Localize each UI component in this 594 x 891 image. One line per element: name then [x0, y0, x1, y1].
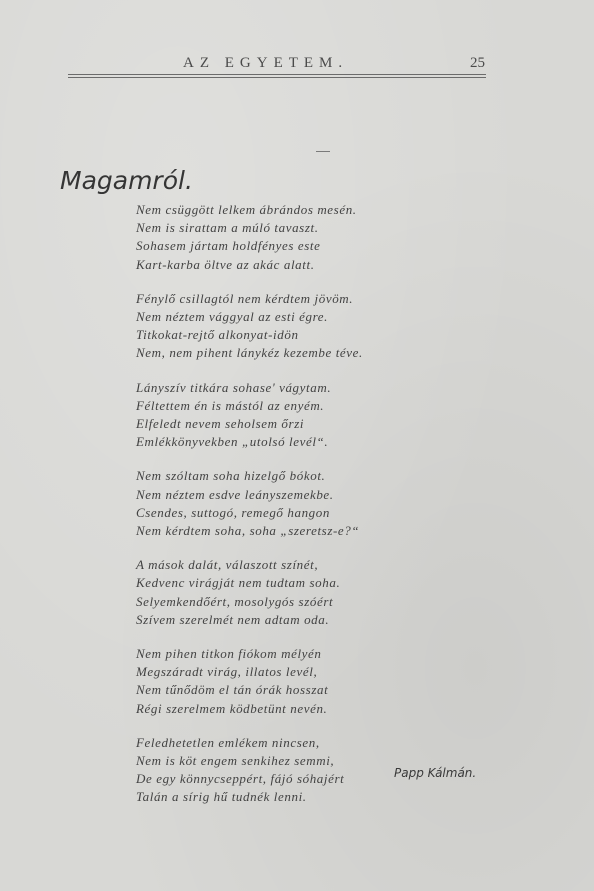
poem-line: Nem is köt engem senkihez semmi, [136, 753, 335, 769]
poem-line: Kart-karba öltve az akác alatt. [136, 256, 315, 272]
poem-line: Talán a sírig hű tudnék lenni. [136, 789, 307, 805]
poem-line: Nem, nem pihent lánykéz kezembe téve. [136, 345, 363, 361]
ornament-dash [316, 151, 330, 152]
poem-line: Emlékkönyvekben „utolsó levél“. [136, 434, 329, 450]
header-rule-bottom [68, 77, 486, 78]
poem-title: Magamról. [60, 166, 193, 195]
running-head [0, 52, 594, 76]
stanza-4 [136, 467, 436, 540]
poem-line: Szívem szerelmét nem adtam oda. [136, 611, 330, 627]
poem-line: Sohasem jártam holdfényes este [136, 238, 321, 254]
author-signature: Papp Kálmán. [394, 766, 477, 780]
poem-line: Nem néztem esdve leányszemekbe. [136, 486, 334, 502]
poem-line: Titkokat-rejtő alkonyat-idön [136, 327, 299, 343]
stanza-1 [136, 201, 436, 274]
poem-line: A mások dalát, válaszott színét, [136, 557, 319, 573]
poem-line: Megszáradt virág, illatos levél, [136, 664, 318, 680]
stanza-3 [136, 379, 436, 452]
poem-line: Nem tűnődöm el tán órák hosszat [136, 682, 329, 698]
stanza-5 [136, 556, 436, 629]
poem-line: Csendes, suttogó, remegő hangon [136, 504, 330, 520]
poem-line: Fénylő csillagtól nem kérdtem jövöm. [136, 290, 354, 306]
poem-line: Régi szerelmem ködbetünt nevén. [136, 700, 328, 716]
stanza-2 [136, 290, 436, 363]
poem-line: Nem csüggött lelkem ábrándos mesén. [136, 202, 357, 217]
poem-line: Nem néztem vággyal az esti égre. [136, 309, 329, 325]
running-title: AZ EGYETEM. [183, 55, 349, 71]
poem-line: Féltettem én is mástól az enyém. [136, 397, 325, 413]
poem-line: Nem pihen titkon fiókom mélyén [136, 646, 322, 662]
poem-line: Selyemkendőért, mosolygós szóért [136, 593, 334, 609]
poem-line: Kedvenc virágját nem tudtam soha. [136, 575, 341, 591]
poem-line: Nem szóltam soha hizelgő bókot. [136, 468, 326, 484]
poem-body [136, 201, 436, 823]
poem-line: Elfeledt nevem seholsem őrzi [136, 416, 305, 432]
page-number: 25 [470, 55, 485, 71]
stanza-7 [136, 734, 436, 807]
poem-line: Nem kérdtem soha, soha „szeretsz-e?“ [136, 523, 360, 539]
stanza-6 [136, 645, 436, 718]
poem-line: Feledhetetlen emlékem nincsen, [136, 734, 320, 750]
poem-line: Nem is sirattam a múló tavaszt. [136, 220, 319, 236]
header-rule-top [68, 74, 486, 75]
poem-line: Lányszív titkára sohase' vágytam. [136, 379, 332, 395]
poem-line: De egy könnycseppért, fájó sóhajért [136, 771, 345, 787]
